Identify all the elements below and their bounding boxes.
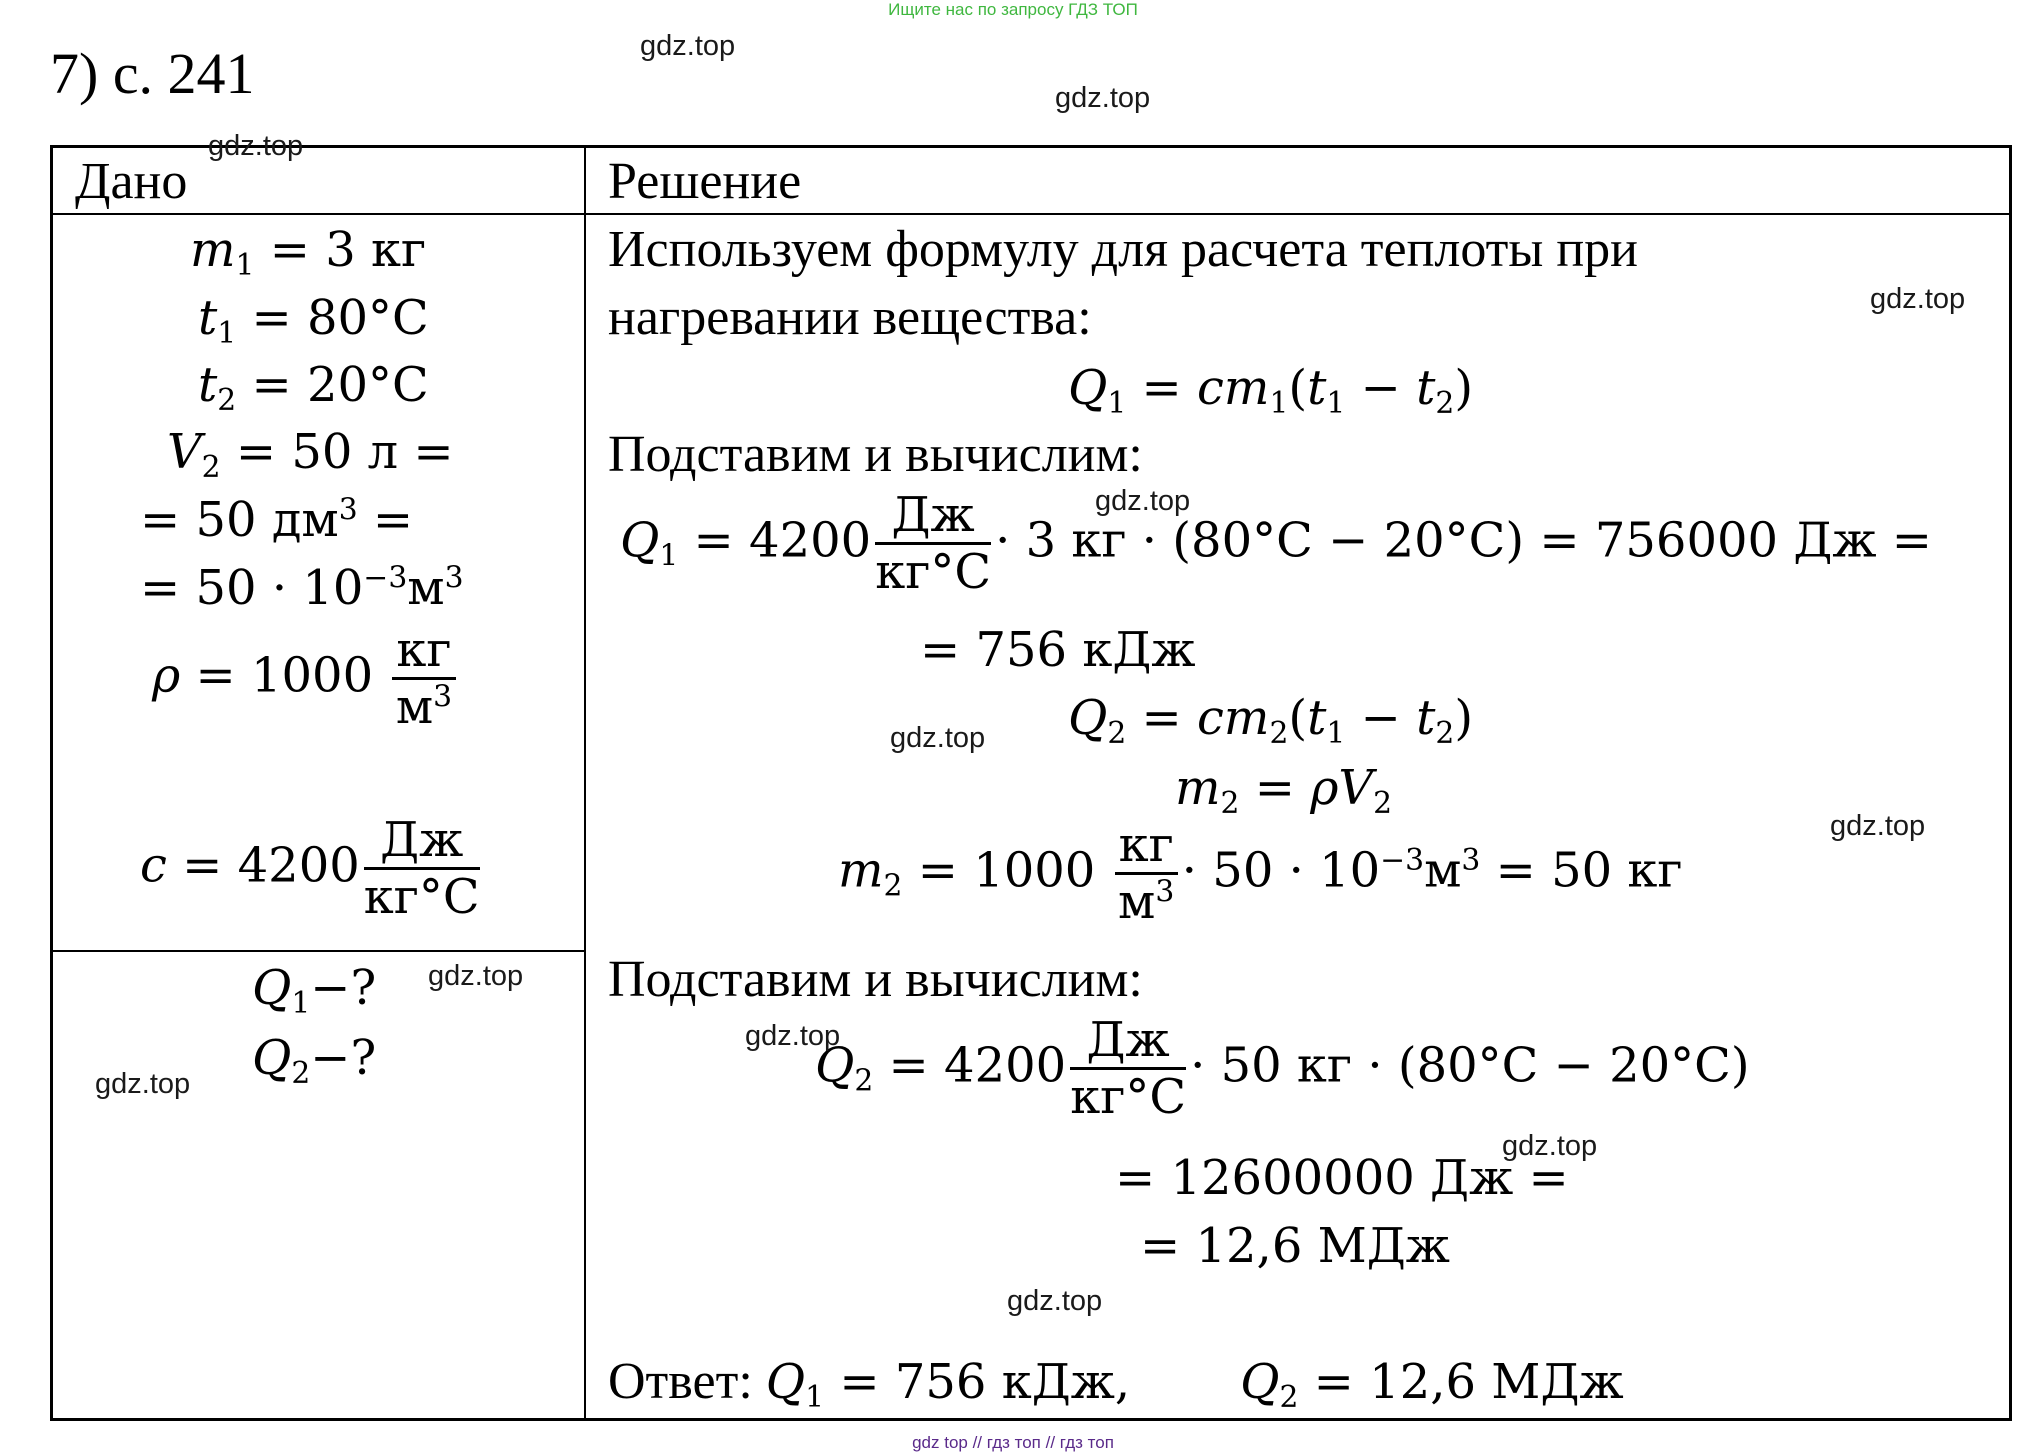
watermark: gdz.top — [745, 1020, 841, 1052]
watermark: gdz.top — [640, 30, 736, 62]
calc-q1: $Q_1 = 4200$ $\frac{Дж}{кг^\circ C}$ · 3 кг · (80°C − 20°C) = 756000 Дж = — [620, 487, 1932, 601]
watermark: gdz.top — [208, 130, 304, 162]
watermark: gdz.top — [890, 722, 986, 754]
unknown-q1: $Q_1-$? — [252, 960, 377, 1021]
given-m1: $m_1 = 3$ кг — [190, 222, 427, 283]
given-v2-line2: = 50 $дм^3$ = — [140, 492, 414, 548]
table-border-top — [50, 145, 2012, 148]
formula-q2: $Q_2 = cm_2(t_1 - t_2)$ — [1068, 690, 1474, 751]
calc-q2-result-2: = 12,6 МДж — [1140, 1218, 1450, 1274]
page-title: 7) с. 241 — [50, 41, 255, 106]
watermark: gdz.top — [1502, 1130, 1598, 1162]
calc-q1-fraction: $\frac{Дж}{кг^\circ C}$ — [875, 487, 992, 601]
solution-header: Решение — [608, 153, 802, 210]
watermark: gdz.top — [1007, 1285, 1103, 1317]
watermark: gdz.top — [1055, 82, 1151, 114]
unknown-q2: $Q_2-$? — [252, 1030, 377, 1091]
calc-q2: $Q_2 = 4200$ $\frac{Дж}{кг^\circ C}$ · 50 кг · (80°C − 20°C) — [815, 1012, 1750, 1126]
table-column-divider — [584, 145, 586, 1421]
given-t2: $t_2 = 20^\circ C$ — [198, 357, 429, 418]
given-t1: $t_1 = 80^\circ C$ — [198, 290, 429, 351]
table-header-divider — [50, 213, 2012, 215]
calc-q1-result: = 756 кДж — [920, 622, 1196, 678]
table-border-bottom — [50, 1418, 2012, 1421]
bottom-banner: gdz top // гдз топ // гдз топ — [912, 1433, 1114, 1452]
solution-intro-line-2: нагревании вещества: — [608, 289, 1092, 346]
given-rho: ρ = 1000 $\frac{кг}{м^3}$ — [152, 625, 460, 733]
table-border-left — [50, 145, 53, 1421]
top-banner: Ищите нас по запросу ГДЗ ТОП — [888, 0, 1138, 19]
watermark: gdz.top — [1870, 283, 1966, 315]
substitute-heading-1: Подставим и вычислим: — [608, 426, 1143, 483]
solution-intro-line-1: Используем формулу для расчета теплоты при — [608, 221, 1638, 278]
calc-m2: $m_2 = 1000$ $\frac{кг}{м^3}$ · $50 \cdot 10^{-3}м^3 = 50$ кг — [838, 817, 1683, 931]
given-unknown-divider — [50, 950, 586, 952]
formula-q1: $Q_1 = cm_1(t_1 - t_2)$ — [1068, 360, 1474, 421]
formula-m2: $m_2 = \rho V_2$ — [1175, 760, 1393, 821]
watermark: gdz.top — [428, 960, 524, 992]
watermark: gdz.top — [95, 1068, 191, 1100]
substitute-heading-2: Подставим и вычислим: — [608, 951, 1143, 1008]
answer: Ответ: $Q_1 = 756$ кДж, $Q_2 = 12,6$ МДж — [608, 1353, 1624, 1415]
c-fraction: $\frac{Дж}{кг^\circ C}$ — [363, 812, 480, 926]
calc-m2-fraction: $\frac{кг}{м^3}$ — [1115, 820, 1178, 928]
given-c: c = 4200 $\frac{Дж}{кг^\circ C}$ — [140, 812, 480, 926]
given-header: Дано — [75, 153, 188, 210]
calc-q2-result-1: = 12600000 Дж = — [1115, 1150, 1569, 1206]
calc-q2-fraction: $\frac{Дж}{кг^\circ C}$ — [1070, 1012, 1187, 1126]
given-v2-line3: = $50 \cdot 10^{-3}м^3$ — [140, 560, 464, 616]
watermark: gdz.top — [1830, 810, 1926, 842]
watermark: gdz.top — [1095, 485, 1191, 517]
rho-fraction: $\frac{кг}{м^3}$ — [392, 625, 455, 733]
table-border-right — [2009, 145, 2012, 1421]
given-v2: $V_2 = 50$ л = — [167, 424, 454, 485]
